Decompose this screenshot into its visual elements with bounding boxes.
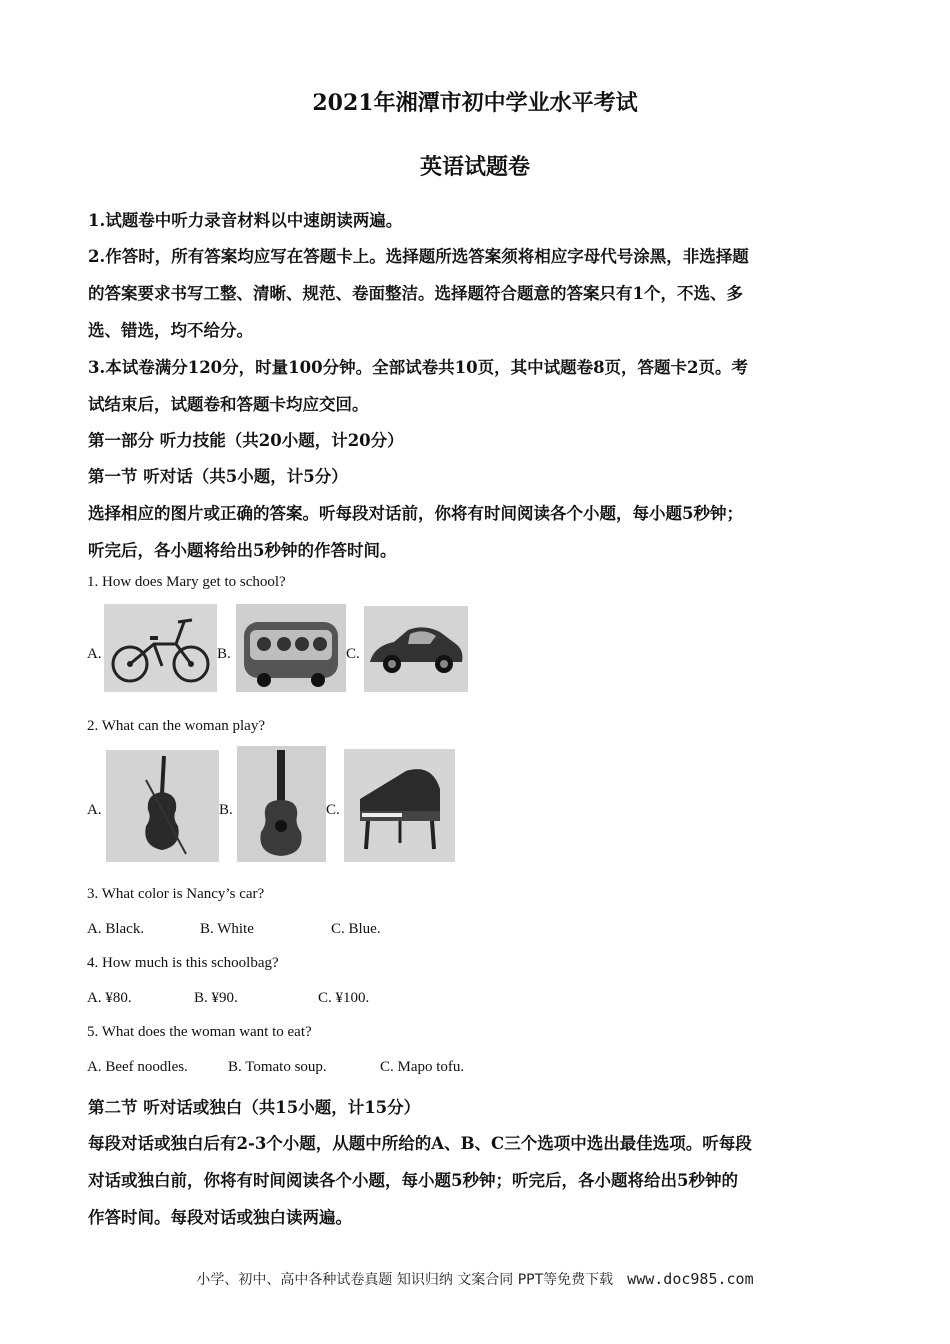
guitar-icon xyxy=(237,746,326,862)
section1-desc: 选择相应的图片或正确的答案。听每段对话前，你将有时间阅读各个小题，每小题5秒钟； xyxy=(88,504,743,523)
paper-subtitle: 英语试题卷 xyxy=(419,154,530,180)
option-label: A. xyxy=(87,646,102,662)
instruction-line: 2.作答时，所有答案均应写在答题卡上。选择题所选答案须将相应字母代号涂黑，非选择题 xyxy=(88,247,749,266)
violin-icon xyxy=(106,750,219,862)
option-text: C. Blue. xyxy=(331,921,381,937)
instruction-line: 的答案要求书写工整、清晰、规范、卷面整洁。选择题符合题意的答案只有1个，不选、多 xyxy=(88,284,743,303)
piano-picture xyxy=(344,749,455,862)
option-label: B. xyxy=(217,646,231,662)
bicycle-picture xyxy=(104,604,217,692)
bus-picture xyxy=(236,604,346,692)
section1-desc: 听完后，各小题将给出5秒钟的作答时间。 xyxy=(88,541,397,560)
page-footer xyxy=(0,1269,950,1289)
footer-url[interactable]: www.doc985.com xyxy=(627,1270,754,1288)
instruction-line: 选、错选，均不给分。 xyxy=(88,321,253,340)
guitar-picture xyxy=(237,746,326,862)
option-text: C. Mapo tofu. xyxy=(380,1059,465,1075)
instruction-line: 试结束后，试题卷和答题卡均应交回。 xyxy=(88,395,369,414)
instruction-line: 3.本试卷满分120分，时量100分钟。全部试卷共10页，其中试题卷8页，答题卡2页。考 xyxy=(88,358,749,377)
option-text: B. Tomato soup. xyxy=(228,1059,327,1075)
option-label: C. xyxy=(346,646,360,662)
exam-title: 2021年湘潭市初中学业水平考试 xyxy=(312,90,638,116)
question-4: 4. How much is this schoolbag? xyxy=(87,955,279,971)
option-text: B. ¥90. xyxy=(194,990,238,1006)
section1-heading: 第一节 听对话（共5小题，计5分） xyxy=(88,467,348,486)
violin-picture xyxy=(106,750,219,862)
car-icon xyxy=(364,606,468,692)
instruction-line: 1.试题卷中听力录音材料以中速朗读两遍。 xyxy=(88,211,403,230)
question-5: 5. What does the woman want to eat? xyxy=(87,1024,312,1040)
option-label: A. xyxy=(87,802,102,818)
bicycle-icon xyxy=(104,604,217,692)
footer-text: 小学、初中、高中各种试卷真题 知识归纳 文案合同 PPT等免费下载 xyxy=(196,1272,614,1288)
part1-heading: 第一部分 听力技能（共20小题，计20分） xyxy=(88,431,404,450)
option-label: B. xyxy=(219,802,233,818)
car-picture xyxy=(364,606,468,692)
option-text: A. Black. xyxy=(87,921,145,937)
section2-desc: 对话或独白前，你将有时间阅读各个小题，每小题5秒钟；听完后，各小题将给出5秒钟的 xyxy=(88,1171,738,1190)
question-1: 1. How does Mary get to school? xyxy=(87,574,286,590)
option-text: A. Beef noodles. xyxy=(87,1059,188,1075)
section2-desc: 作答时间。每段对话或独白读两遍。 xyxy=(88,1208,352,1227)
section2-heading: 第二节 听对话或独白（共15小题，计15分） xyxy=(88,1098,421,1117)
section2-desc: 每段对话或独白后有2-3个小题，从题中所给的A、B、C三个选项中选出最佳选项。听每段 xyxy=(88,1134,752,1153)
option-text: B. White xyxy=(200,921,254,937)
question-3: 3. What color is Nancy’s car? xyxy=(87,886,265,902)
bus-icon xyxy=(236,604,346,692)
question-2: 2. What can the woman play? xyxy=(87,718,265,734)
piano-icon xyxy=(344,749,455,862)
option-label: C. xyxy=(326,802,340,818)
option-text: A. ¥80. xyxy=(87,990,132,1006)
option-text: C. ¥100. xyxy=(318,990,370,1006)
